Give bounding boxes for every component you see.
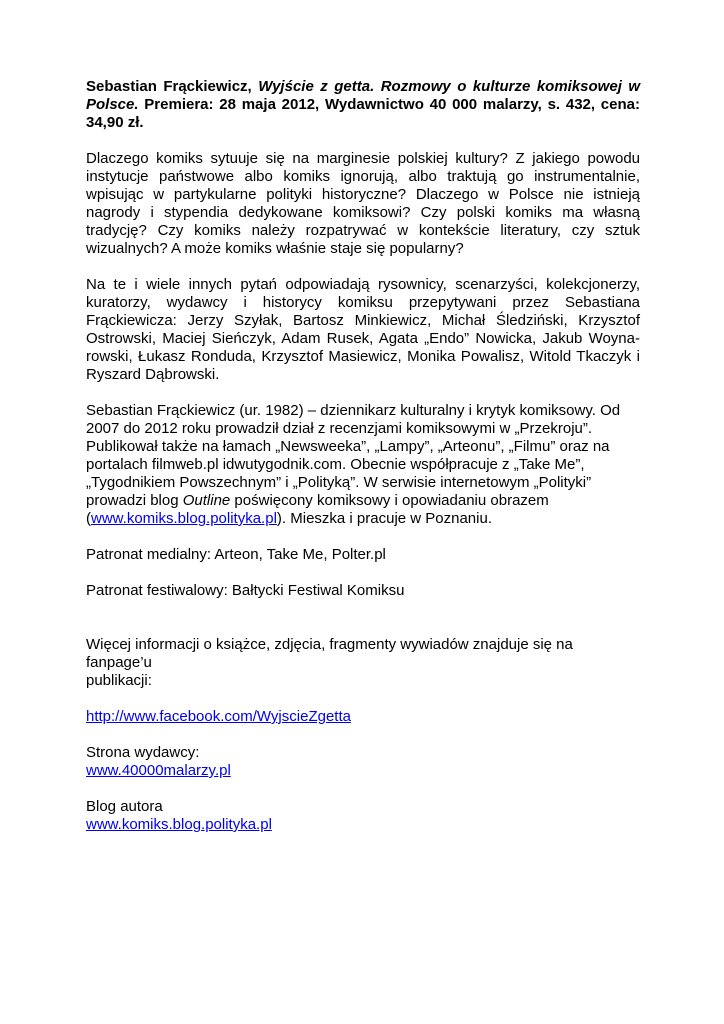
bio-line: poświęcony komiksowy i opowiadaniu obrazem <box>230 492 549 509</box>
blog-label: Blog autora <box>86 798 163 815</box>
publisher-block <box>86 744 640 780</box>
blog-name: Outline <box>182 492 231 509</box>
bio-line: prowadzi blog <box>86 492 183 509</box>
blog-link[interactable]: www.komiks.blog.polityka.pl <box>86 816 272 833</box>
bio-line: portalach filmweb.pl idwutygodnik.com. Obecnie współpracuje z „Take Me”, <box>86 456 585 473</box>
bio-paren: ( <box>86 510 91 527</box>
bio-line: ). Mieszka i pracuje w Poznaniu. <box>276 510 492 527</box>
intro-paragraph: Dlaczego komiks sytuuje się na marginesie polskiej kultury? Z jakiego powodu instytucje państwowe albo komiks ignorują, albo traktują go instrumentalnie, wpisując w partykularne polityki historyczne? Dlaczego w Polsce nie istnieją nagrody i stypendia dedykowane komiksowi? Czy polski komiks ma własną tradycję? Czy komiks należy rozpatrywać w kontekście literatury, czy sztuk wizualnych? A może komiks właśnie staje się popularny? <box>86 150 640 257</box>
more-info-line: publikacji: <box>86 672 152 689</box>
facebook-link[interactable]: http://www.facebook.com/WyjscieZgetta <box>86 708 351 725</box>
media-patronage: Patronat medialny: Arteon, Take Me, Polter.pl <box>86 546 386 563</box>
interviewees-paragraph: Na te i wiele innych pytań odpowiadają rysownicy, scenarzyści, kolekcjonerzy, kuratorzy, wydawcy i historycy komiksu przepytywani przez Sebastiana Frąckiewicza: Jerzy Szyłak, Bartosz Minkiewicz, Michał Śledziński, Krzysztof Ostrowski, Maciej Sieńczyk, Adam Rusek, Agata „Endo” Nowicka, Jakub Woyna-rowski, Łukasz Ronduda, Krzysztof Masiewicz, Monika Powalisz, Witold Tkaczyk i Ryszard Dąbrowski. <box>86 276 640 383</box>
more-info <box>86 636 640 690</box>
festival-patronage: Patronat festiwalowy: Bałtycki Festiwal Komiksu <box>86 582 405 599</box>
book-title: Wyjście z getta. Rozmowy o kulturze komiksowej w Polsce. <box>86 78 641 113</box>
publisher-link[interactable]: www.40000malarzy.pl <box>86 762 231 779</box>
book-details: Premiera: 28 maja 2012, Wydawnictwo 40 000 malarzy, s. 432, cena: 34,90 zł. <box>86 96 640 131</box>
bio-line: Sebastian Frąckiewicz (ur. 1982) – dziennikarz kulturalny i krytyk komiksowy. Od <box>86 402 621 419</box>
author-bio <box>86 402 640 528</box>
publisher-label: Strona wydawcy: <box>86 744 200 761</box>
document-body <box>86 78 640 834</box>
bio-line: 2007 do 2012 roku prowadził dział z recenzjami komiksowymi w „Przekroju”. <box>86 420 593 437</box>
bio-line: Publikował także na łamach „Newsweeka”, „Lampy”, „Arteonu”, „Filmu” oraz na <box>86 438 610 455</box>
more-info-line: Więcej informacji o książce, zdjęcia, fragmenty wywiadów znajduje się na fanpage’u <box>86 636 573 671</box>
book-header <box>86 78 640 132</box>
author-name: Sebastian Frąckiewicz, <box>86 78 259 95</box>
bio-line: „Tygodnikiem Powszechnym” i „Polityką”. W serwisie internetowym „Polityki” <box>86 474 592 491</box>
facebook-line <box>86 708 640 726</box>
bio-blog-link[interactable]: www.komiks.blog.polityka.pl <box>91 510 277 527</box>
blog-block <box>86 798 640 834</box>
